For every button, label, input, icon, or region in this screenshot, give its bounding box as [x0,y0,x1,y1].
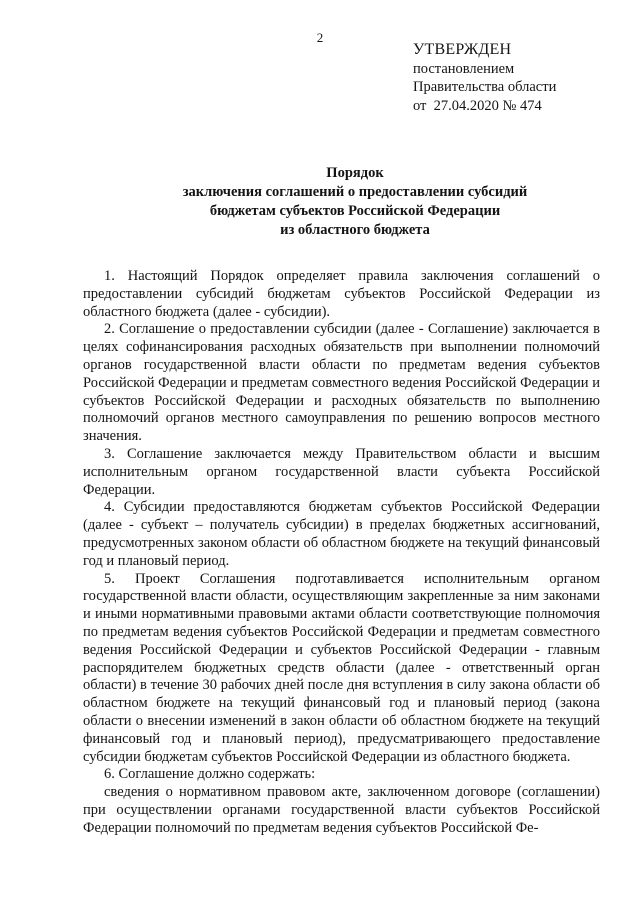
approval-heading: УТВЕРЖДЕН [413,41,512,58]
approval-stamp [413,41,556,115]
paragraph-2: 2. Соглашение о предоставлении субсидии (далее - Соглашение) заключается в целях софинансирования расходных обязательств при выполнении полномочий органов государственной власти области по предметам ведения субъектов Российской Федерации и предметам совместного ведения Российской Федерации и субъектов Российской Федерации и расходных обязательств по выполнению полномочий органов местного самоуправления по решению вопросов местного значения. [83,321,600,445]
paragraph-3: 3. Соглашение заключается между Правительством области и высшим исполнительным органом государственной власти субъекта Российской Федерации. [83,445,600,498]
title-line-3: бюджетам субъектов Российской Федерации [209,203,501,219]
paragraph-4: 4. Субсидии предоставляются бюджетам субъектов Российской Федерации (далее - субъект – получатель субсидии) в пределах бюджетных ассигнований, предусмотренных законом области об областном бюджете на текущий финансовый год и плановый период. [83,499,600,569]
title-line-1: Порядок [326,165,384,181]
title-line-4: из областного бюджета [280,222,430,238]
page-number: 2 [316,30,324,45]
paragraph-5: 5. Проект Соглашения подготавливается исполнительным органом государственной власти области, осуществляющим закрепленные за ним законами и иными нормативными правовыми актами области соответствующие полномочия по предметам ведения субъектов Российской Федерации и предметам совместного ведения Российской Федерации и субъектов Российской Федерации - главным распорядителем бюджетных средств области (далее - ответственный орган области) в течение 30 рабочих дней после дня вступления в силу закона области об областном бюджете на текущий финансовый год и плановый период (закона области о внесении изменений в закон области об областном бюджете на текущий финансовый год и плановый период), предусматривающего предоставление субсидии бюджетам субъектов Российской Федерации из областного бюджета. [83,570,600,765]
document-title [60,164,640,240]
document-body [83,268,600,838]
approval-line-3: от 27.04.2020 № 474 [413,97,542,114]
paragraph-6: 6. Соглашение должно содержать: [104,766,316,783]
approval-line-1: постановлением [413,60,515,77]
title-line-2: заключения соглашений о предоставлении субсидий [182,184,528,200]
approval-line-2: Правительства области [413,79,557,95]
paragraph-1: 1. Настоящий Порядок определяет правила заключения соглашений о предоставлении субсидий бюджетам субъектов Российской Федерации из областного бюджета (далее - субсидии). [83,268,600,320]
paragraph-7: сведения о нормативном правовом акте, заключенном договоре (соглашении) при осуществлении органами государственной власти субъектов Российской Федерации полномочий по предметам ведения субъектов Российской Фе- [83,784,600,836]
